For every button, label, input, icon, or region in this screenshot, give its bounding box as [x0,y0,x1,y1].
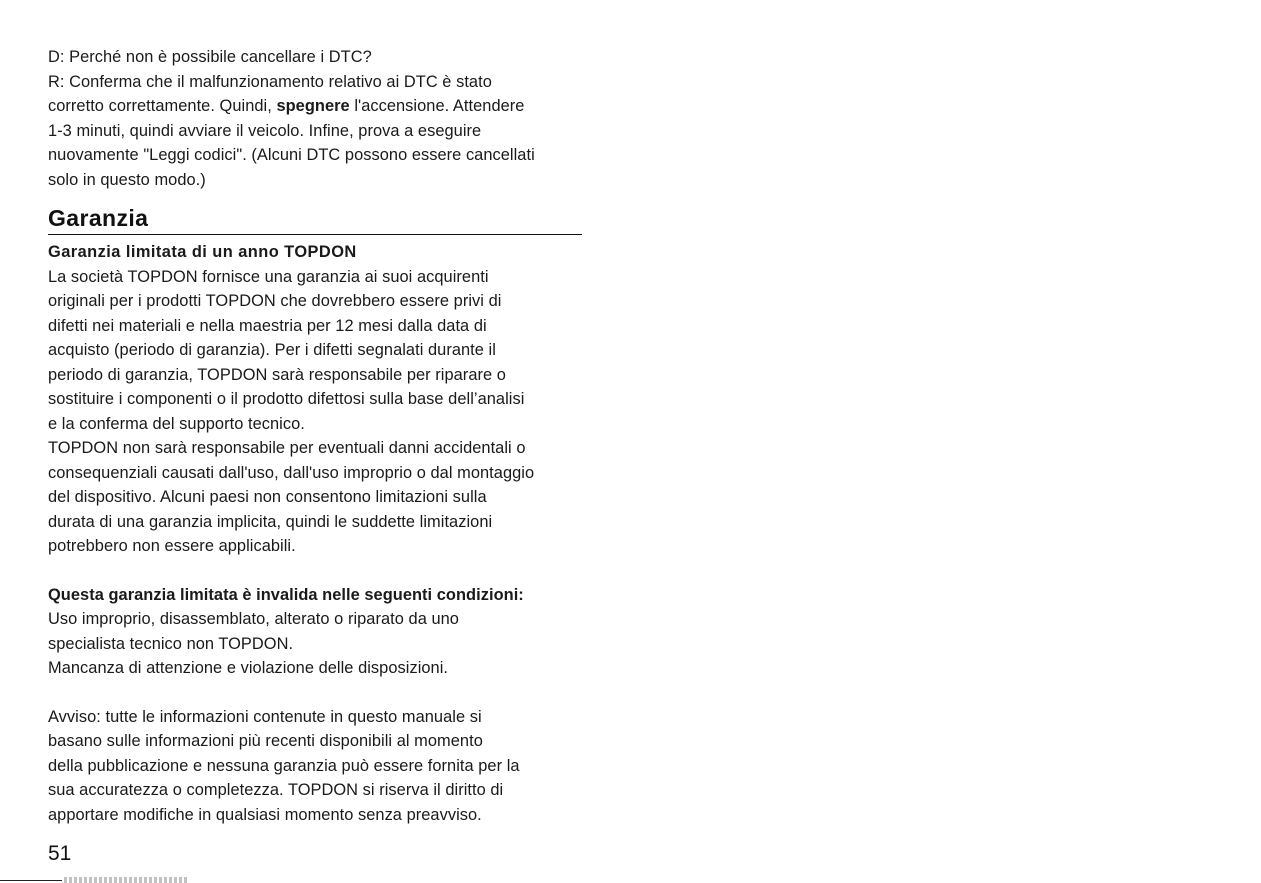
spacer [48,559,588,583]
faq-answer-line: nuovamente "Leggi codici". (Alcuni DTC possono essere cancellati [48,146,535,164]
notice-line: apportare modifiche in qualsiasi momento senza preavviso. [48,805,482,824]
notice-line: basano sulle informazioni più recenti disponibili al momento [48,732,483,750]
faq-question: D: Perché non è possibile cancellare i DTC? [48,48,372,66]
invalid-conditions-heading: Questa garanzia limitata è invalida nelle seguenti condizioni: [48,585,524,604]
notice-line: Avviso: tutte le informazioni contenute in questo manuale si [48,707,482,726]
faq-answer-line [48,94,588,119]
faq-answer-emphasis: spegnere [276,97,350,115]
warranty-paragraph-1 [48,265,588,437]
notice-line: della pubblicazione e nessuna garanzia può essere fornita per la [48,756,520,775]
paragraph-line: consequenziali causati dall'uso, dall'uso improprio o dal montaggio [48,463,535,482]
faq-answer-line: solo in questo modo.) [48,170,206,189]
paragraph-line: potrebbero non essere applicabili. [48,537,296,555]
paragraph-line: sostituire i componenti o il prodotto difettosi sulla base dell’analisi [48,390,525,408]
manual-page [48,45,588,827]
paragraph-line: difetti nei materiali e nella maestria per 12 mesi dalla data di [48,316,487,335]
spacer [48,192,588,204]
faq-answer-text: corretto correttamente. Quindi, [48,97,277,115]
condition-line: Mancanza di attenzione e violazione delle disposizioni. [48,659,449,677]
faq-answer-text: l'accensione. Attendere [349,97,525,115]
condition-line: Uso improprio, disassemblato, alterato o riparato da uno [48,610,459,628]
section-divider [48,234,582,235]
paragraph-line: La società TOPDON fornisce una garanzia ai suoi acquirenti [48,267,489,286]
paragraph-line: durata di una garanzia implicita, quindi le suddette limitazioni [48,512,493,531]
warranty-section [48,204,588,827]
spacer [48,681,588,705]
page-number: 51 [48,842,72,865]
notice-paragraph [48,705,588,828]
notice-line: sua accuratezza o completezza. TOPDON si riserva il diritto di [48,781,504,799]
paragraph-line: TOPDON non sarà responsabile per eventuali danni accidentali o [48,439,526,457]
warranty-subtitle: Garanzia limitata di un anno TOPDON [48,243,357,261]
faq-block [48,45,588,192]
paragraph-line: del dispositivo. Alcuni paesi non consentono limitazioni sulla [48,488,487,506]
warranty-paragraph-2 [48,436,588,559]
paragraph-line: originali per i prodotti TOPDON che dovrebbero essere privi di [48,292,502,310]
invalid-conditions-list [48,607,588,681]
faq-answer-line: R: Conferma che il malfunzionamento relativo ai DTC è stato [48,72,492,91]
footer-cropped-text [64,877,188,883]
condition-line: specialista tecnico non TOPDON. [48,634,294,653]
paragraph-line: acquisto (periodo di garanzia). Per i difetti segnalati durante il [48,341,496,359]
paragraph-line: e la conferma del supporto tecnico. [48,414,305,433]
footer-divider [0,880,62,881]
faq-answer-line: 1-3 minuti, quindi avviare il veicolo. Infine, prova a eseguire [48,121,482,140]
paragraph-line: periodo di garanzia, TOPDON sarà responsabile per riparare o [48,365,506,384]
section-title: Garanzia [48,205,149,231]
